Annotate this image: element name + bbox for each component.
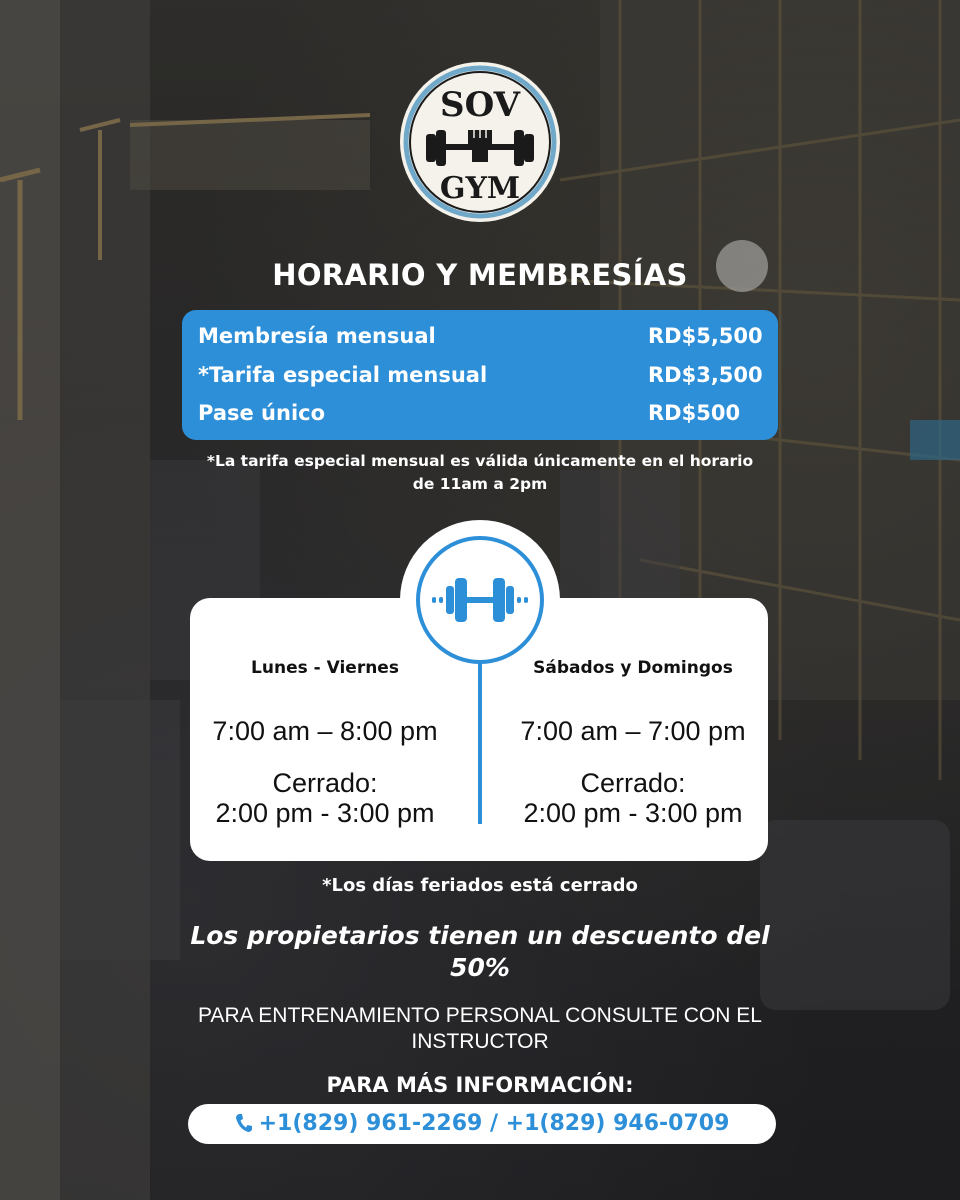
weekday-closed-label: Cerrado: (272, 768, 378, 798)
weekend-closed (498, 768, 768, 828)
membership-row (198, 394, 762, 432)
weekend-label: Sábados y Domingos (533, 658, 733, 678)
personal-training-note: PARA ENTRENAMIENTO PERSONAL CONSULTE CON EL INSTRUCTOR (197, 1004, 762, 1053)
schedule-divider (478, 662, 482, 824)
weekday-closed (190, 768, 460, 828)
page-title: HORARIO Y MEMBRESÍAS (272, 258, 688, 292)
info-heading: PARA MÁS INFORMACIÓN: (326, 1073, 634, 1097)
phone-icon (235, 1113, 253, 1133)
membership-label: *Tarifa especial mensual (198, 363, 488, 387)
membership-price: RD$500 (648, 401, 741, 425)
membership-row (198, 317, 762, 355)
membership-row (198, 356, 762, 394)
weekday-hours: 7:00 am – 8:00 pm (212, 716, 438, 746)
weekend-hours: 7:00 am – 7:00 pm (520, 716, 746, 746)
special-rate-note: *La tarifa especial mensual es válida únicamente en el horario de 11am a 2pm (206, 452, 754, 493)
logo-text-top: SOV (440, 85, 520, 125)
membership-price: RD$3,500 (648, 363, 763, 387)
holiday-note: *Los días feriados está cerrado (322, 875, 638, 896)
dumbbell-icon (416, 536, 544, 664)
owner-discount: Los propietarios tienen un descuento del 50% (190, 921, 770, 982)
weekday-closed-hours: 2:00 pm - 3:00 pm (215, 798, 435, 828)
membership-label: Pase único (198, 401, 326, 425)
membership-price: RD$5,500 (648, 324, 763, 348)
weekend-closed-hours: 2:00 pm - 3:00 pm (523, 798, 743, 828)
membership-box (182, 310, 778, 440)
weekday-label: Lunes - Viernes (251, 658, 399, 678)
sov-gym-logo (398, 60, 562, 224)
weekend-closed-label: Cerrado: (580, 768, 686, 798)
phone-numbers[interactable]: +1(829) 961-2269 / +1(829) 946-0709 (258, 1111, 730, 1136)
logo-text-bottom: GYM (439, 171, 521, 206)
phone-contact[interactable] (188, 1104, 776, 1144)
membership-label: Membresía mensual (198, 324, 436, 348)
